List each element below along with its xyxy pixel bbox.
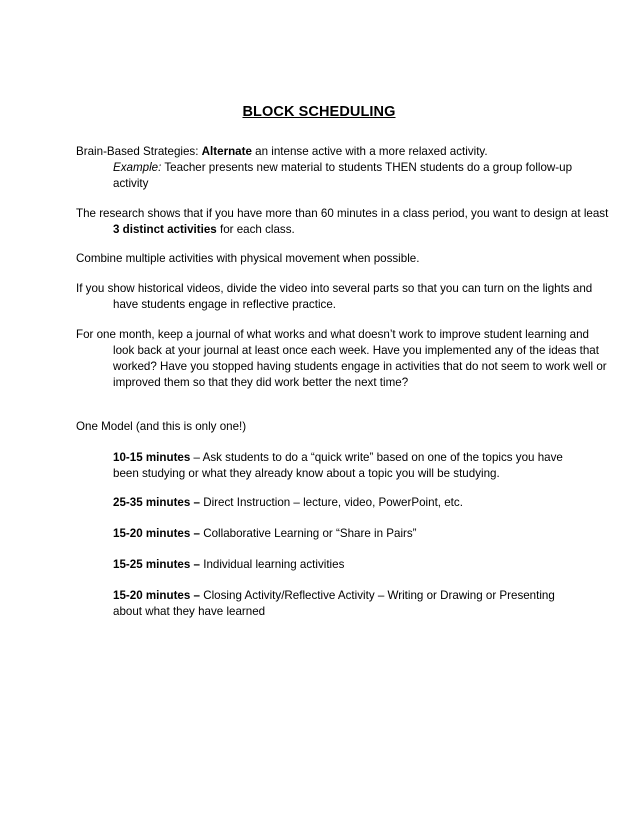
brain-based-suffix: an intense active with a more relaxed activity. xyxy=(251,145,488,158)
paragraph-journal: For one month, keep a journal of what works and what doesn’t work to improve student learning and look back at your journal at least once each week. Have you implemented any of the ideas that worked? Have you stopped having students engage in activities that do not seem to work well or improved them so that they did work better the next time? xyxy=(76,328,607,389)
research-suffix: for each class. xyxy=(216,223,295,236)
paragraph-brain-based xyxy=(76,144,576,192)
paragraph-videos: If you show historical videos, divide the video into several parts so that you can turn on the lights and have students engage in reflective practice. xyxy=(76,282,593,311)
example-line xyxy=(76,160,576,192)
model-item-1 xyxy=(113,450,568,482)
page-title: BLOCK SCHEDULING xyxy=(242,104,396,120)
model-time: 10-15 minutes xyxy=(113,451,191,464)
model-text: Collaborative Learning or “Share in Pairs” xyxy=(203,527,417,540)
model-sep: – xyxy=(190,451,203,464)
brain-based-bold: Alternate xyxy=(201,145,252,158)
model-item-2 xyxy=(113,495,568,511)
model-text: Closing Activity/Reflective Activity – Writing or Drawing or Presenting about what they have learned xyxy=(113,589,555,618)
model-time: 25-35 minutes – xyxy=(113,496,200,509)
brain-based-line xyxy=(76,144,576,160)
research-prefix: The research shows that if you have more than 60 minutes in a class period, you want to design at least xyxy=(76,207,609,220)
example-text: Teacher presents new material to students THEN students do a group follow-up activity xyxy=(113,161,573,190)
model-text: Direct Instruction – lecture, video, PowerPoint, etc. xyxy=(203,496,463,509)
example-label: Example: xyxy=(113,161,162,174)
model-time: 15-20 minutes – xyxy=(113,527,200,540)
model-time: 15-25 minutes – xyxy=(113,558,200,571)
research-bold: 3 distinct activities xyxy=(113,223,217,236)
paragraph-combine: Combine multiple activities with physical movement when possible. xyxy=(76,252,420,265)
model-text: Individual learning activities xyxy=(203,558,345,571)
model-text: Ask students to do a “quick write” based on one of the topics you have been studying or what they already know about a topic you will be studying. xyxy=(113,451,563,480)
model-item-3 xyxy=(113,526,568,542)
model-item-5 xyxy=(113,588,568,620)
model-item-4 xyxy=(113,557,568,573)
paragraph-one-model: One Model (and this is only one!) xyxy=(76,420,247,433)
model-time: 15-20 minutes – xyxy=(113,589,200,602)
brain-based-prefix: Brain-Based Strategies: xyxy=(76,145,202,158)
paragraph-research xyxy=(76,206,613,238)
